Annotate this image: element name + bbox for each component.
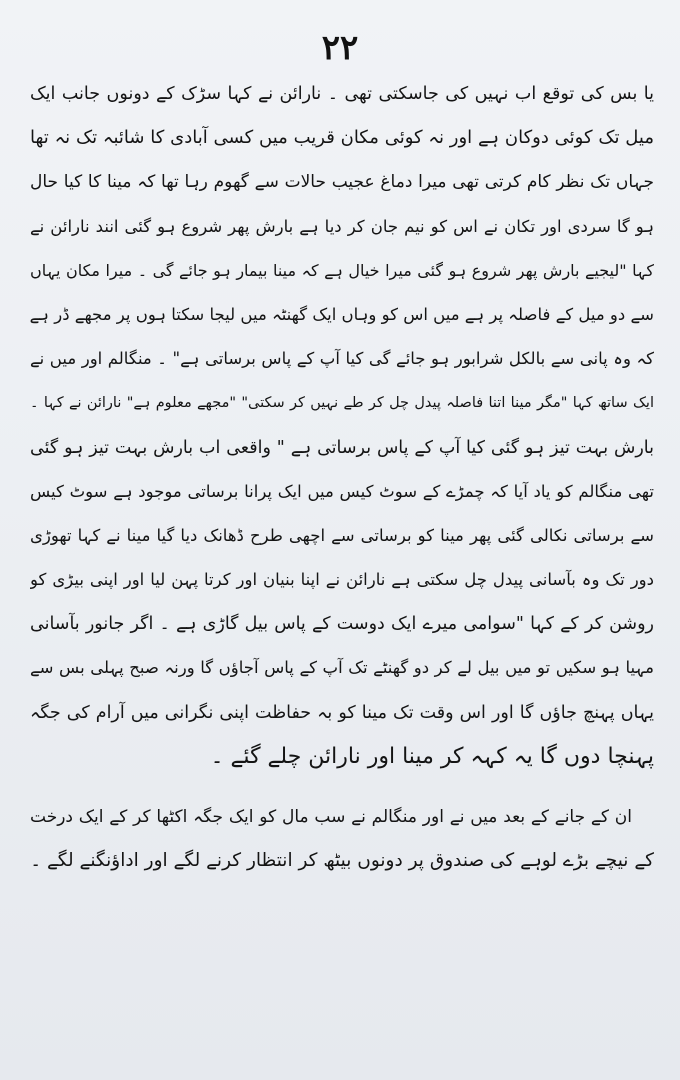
- body-text: [30, 72, 654, 883]
- text-line: یہاں پہنچ جاؤں گا اور اس وقت تک مینا کو بہ حفاظت اپنی نگرانی میں آرام کی جگہ: [30, 702, 654, 723]
- text-line: تھی منگالم کو یاد آیا کہ چمڑے کے سوٹ کیس میں ایک پرانا برساتی موجود ہے سوٹ کیس: [30, 481, 654, 501]
- text-line: ایک ساتھ کہا "مگر مینا اتنا فاصلہ پیدل چل کر طے نہیں کر سکتی" "مجھے معلوم ہے" نارائن نے کہا ۔: [30, 395, 654, 412]
- text-line: ان کے جانے کے بعد میں نے اور منگالم نے سب مال کو ایک جگہ اکٹھا کر کے ایک درخت: [30, 807, 632, 827]
- text-line: مہیا ہو سکیں تو میں بیل لے کر دو گھنٹے تک آپ کے پاس آجاؤں گا ورنہ صبح پہلی بس سے: [30, 658, 654, 678]
- paragraph: [30, 795, 654, 883]
- text-line: بارش بہت تیز ہو گئی کیا آپ کے پاس برساتی ہے " واقعی اب بارش بہت تیز ہو گئی: [30, 437, 654, 458]
- text-line: پہنچا دوں گا یہ کہہ کر مینا اور نارائن چلے گئے ۔: [210, 743, 654, 769]
- text-line: سے دو میل کے فاصلہ پر ہے میں اس کو وہاں ایک گھنٹہ میں لیجا سکتا ہوں پر مجھے ڈر ہے: [30, 304, 654, 324]
- paragraph: [30, 72, 654, 779]
- text-line: یا بس کی توقع اب نہیں کی جاسکتی تھی ۔ نارائن نے کہا سڑک کے دونوں جانب ایک: [30, 84, 654, 104]
- text-line: کے نیچے بڑے لوہے کی صندوق پر دونوں بیٹھ کر انتظار کرنے لگے اور اداؤنگنے لگے ۔: [30, 850, 654, 872]
- text-line: کہا "لیجیے بارش پھر شروع ہو گئی میرا خیال ہے کہ مینا بیمار ہو جائے گی ۔ میرا مکان یہاں: [30, 260, 654, 280]
- text-line: دور تک وہ بآسانی پیدل چل سکتی ہے نارائن نے اپنا بنیان اور کرتا پہن لیا اور اپنی بیڑی کو: [30, 570, 654, 590]
- text-line: روشن کر کے کہا "سوامی میرے ایک دوست کے پاس بیل گاڑی ہے ۔ اگر جانور بآسانی: [30, 614, 654, 635]
- text-line: کہ وہ پانی سے بالکل شرابور ہو جائے گی کیا آپ کے پاس برساتی ہے" ۔ منگالم اور میں نے: [30, 349, 654, 369]
- text-line: جہاں تک نظر کام کرتی تھی میرا دماغ عجیب حالات سے گھوم رہا تھا کہ مینا کا کیا حال: [30, 172, 654, 193]
- text-line: میل تک کوئی دوکان ہے اور نہ کوئی مکان قریب میں کسی آبادی کا شائبہ تک نہ تھا: [30, 127, 654, 149]
- text-line: سے برساتی نکالی گئی پھر مینا کو برساتی سے اچھی طرح ڈھانک دیا گیا مینا نے کہا تھوڑی: [30, 525, 654, 545]
- text-line: ہو گا سردی اور تکان نے اس کو نیم جان کر دیا ہے بارش پھر شروع ہو گئی انند نارائن نے: [30, 216, 654, 236]
- page-number: ۲۲: [321, 28, 359, 68]
